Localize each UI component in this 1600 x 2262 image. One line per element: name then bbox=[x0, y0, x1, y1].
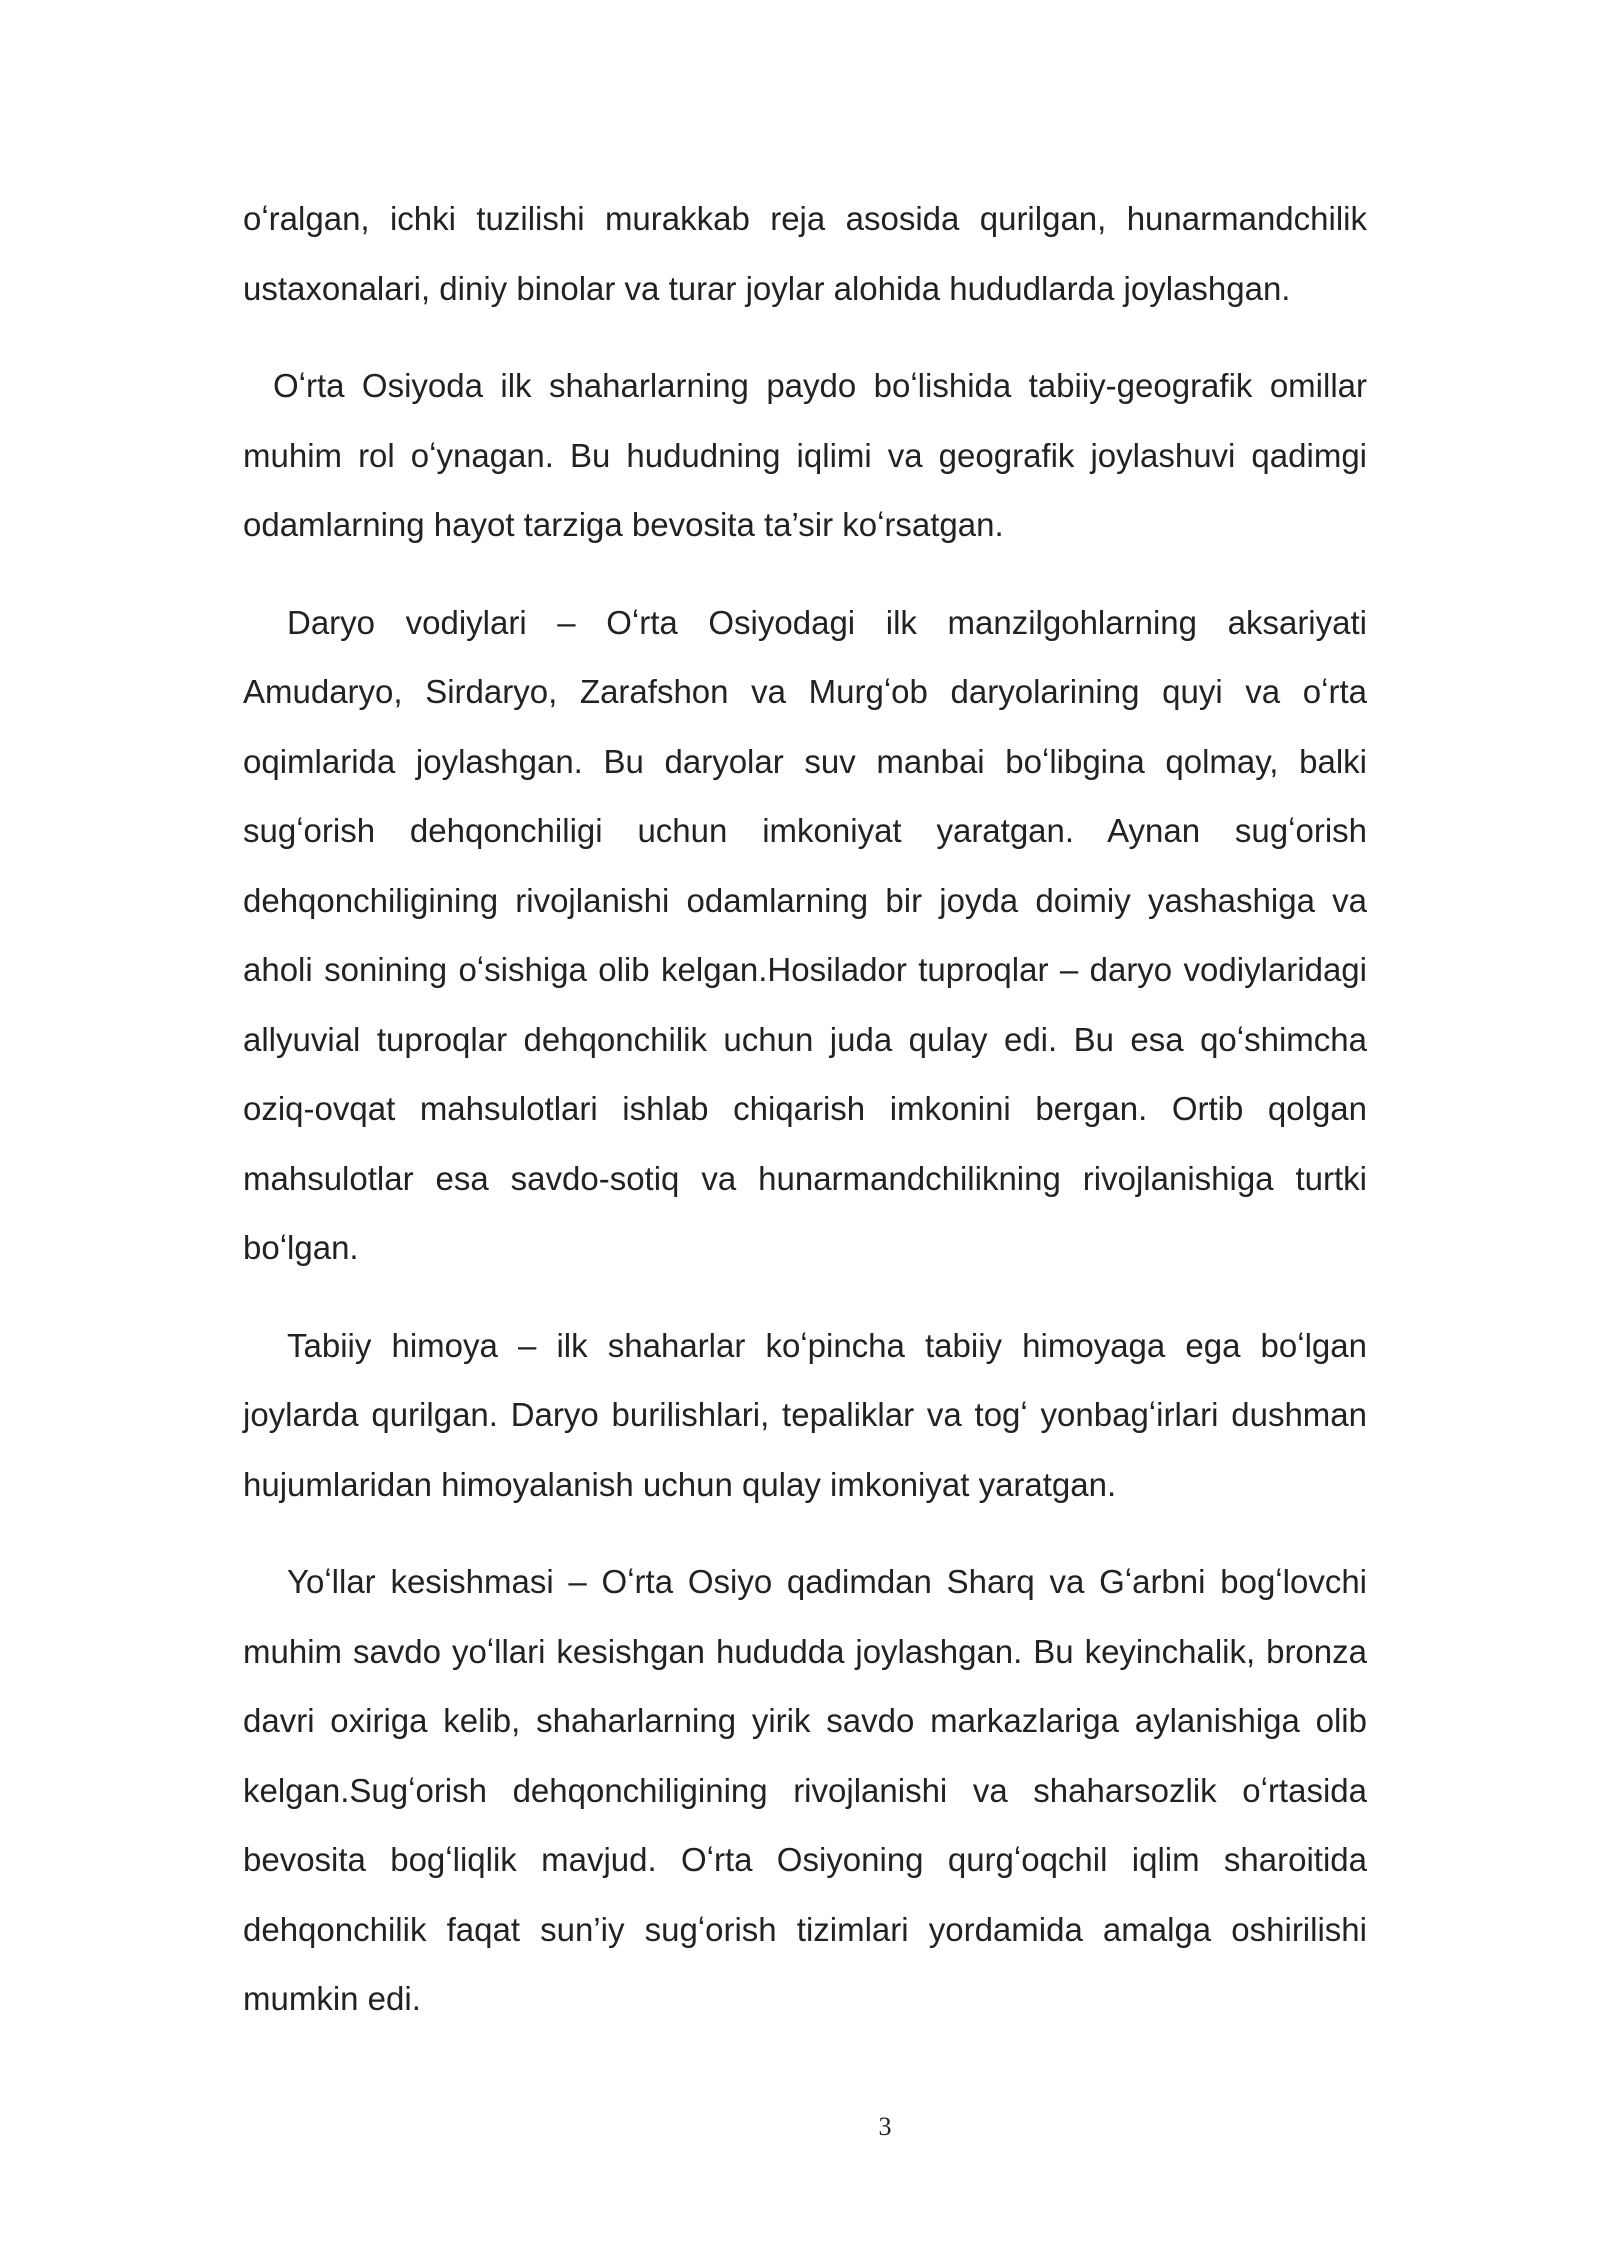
paragraph-3: Daryo vodiylari – Oʻrta Osiyodagi ilk manzilgohlarning aksariyati Amudaryo, Sirdaryo, Zarafshon va Murgʻob daryolarining quyi va oʻrta oqimlarida joylashgan. Bu daryolar suv manbai boʻlibgina qolmay, balki sugʻorish dehqonchiligi uchun imkoniyat yaratgan. Aynan sugʻorish dehqonchiligining rivojlanishi odamlarning bir joyda doimiy yashashiga va aholi sonining oʻsishiga olib kelgan.Hosilador tuproqlar – daryo vodiylaridagi allyuvial tuproqlar dehqonchilik uchun juda qulay edi. Bu esa qoʻshimcha oziq-ovqat mahsulotlari ishlab chiqarish imkonini bergan. Ortib qolgan mahsulotlar esa savdo-sotiq va hunarmandchilikning rivojlanishiga turtki boʻlgan. bbox=[243, 603, 1367, 1266]
paragraph-2: Oʻrta Osiyoda ilk shaharlarning paydo boʻlishida tabiiy-geografik omillar muhim rol oʻynagan. Bu hududning iqlimi va geografik joylashuvi qadimgi odamlarning hayot tarziga bevosita ta’sir koʻrsatgan. bbox=[243, 367, 1367, 543]
page-number: 3 bbox=[878, 2112, 892, 2141]
paragraph-5: Yoʻllar kesishmasi – Oʻrta Osiyo qadimdan Sharq va Gʻarbni bogʻlovchi muhim savdo yoʻllari kesishgan hududda joylashgan. Bu keyinchalik, bronza davri oxiriga kelib, shaharlarning yirik savdo markazlariga aylanishiga olib kelgan.Sugʻorish dehqonchiligining rivojlanishi va shaharsozlik oʻrtasida bevosita bogʻliqlik mavjud. Oʻrta Osiyoning qurgʻoqchil iqlim sharoitida dehqonchilik faqat sun’iy sugʻorish tizimlari yordamida amalga oshirilishi mumkin edi. bbox=[243, 1563, 1367, 2017]
paragraph-1: oʻralgan, ichki tuzilishi murakkab reja asosida qurilgan, hunarmandchilik ustaxonalari, diniy binolar va turar joylar alohida hududlarda joylashgan. bbox=[243, 200, 1367, 307]
body-text bbox=[243, 184, 1367, 2062]
paragraph-4: Tabiiy himoya – ilk shaharlar koʻpincha tabiiy himoyaga ega boʻlgan joylarda qurilgan. Daryo burilishlari, tepaliklar va togʻ yonbagʻirlari dushman hujumlaridan himoyalanish uchun qulay imkoniyat yaratgan. bbox=[243, 1326, 1367, 1503]
